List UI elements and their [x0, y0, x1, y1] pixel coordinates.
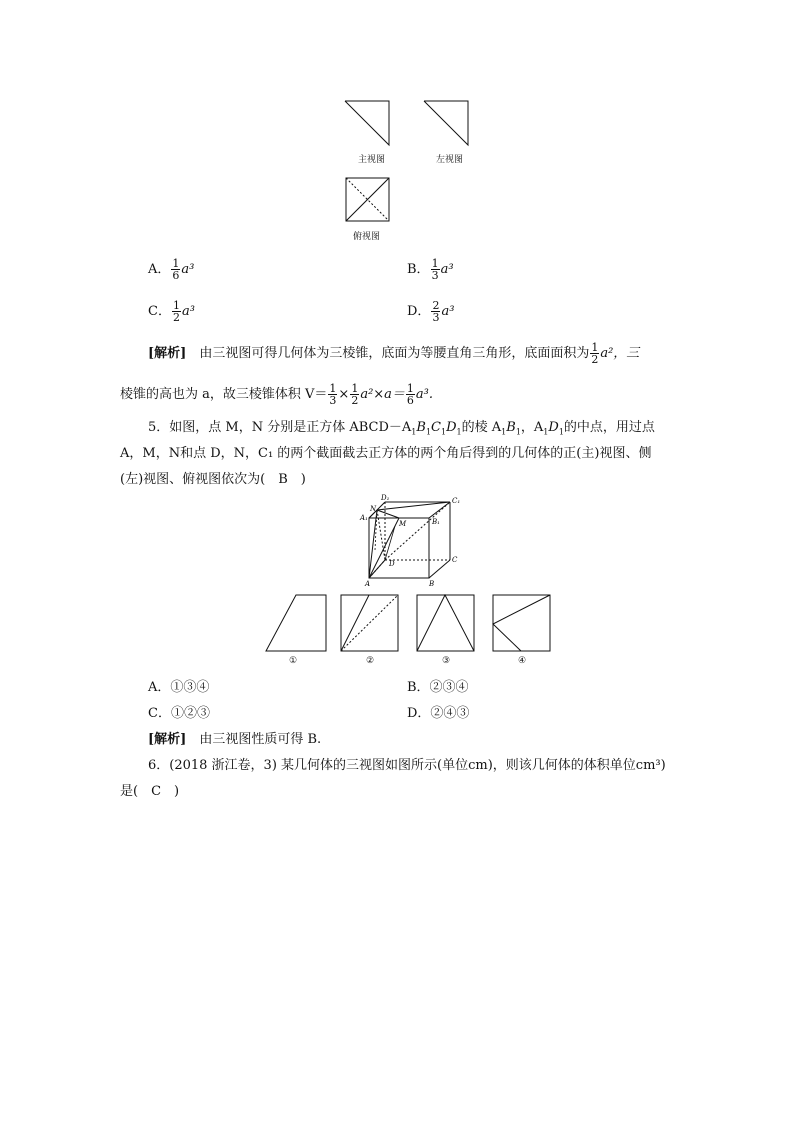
- label-b: B: [429, 580, 435, 587]
- top-view-caption: 俯视图: [353, 232, 381, 242]
- q5-option-c: C．①②③: [148, 706, 210, 721]
- view-option-4: [492, 593, 552, 653]
- q5-option-d: D．②④③: [407, 706, 470, 721]
- q4-analysis-line2: 棱锥的高也为 a，故三棱锥体积 V＝ $\frac{1}{3}$ × $\frac{1}{2}$ a²×a＝ $\frac{1}{6}$ a³.: [120, 382, 434, 407]
- q6-line2: 是( C ): [120, 784, 180, 799]
- view-option-1: [265, 593, 329, 653]
- q4-option-b: B． $\frac{1}{3}$ a³: [407, 257, 454, 282]
- q4-option-c: C． $\frac{1}{2}$ a³: [148, 299, 195, 324]
- q5-line1: 5．如图，点 M，N 分别是正方体 $ABCD-A_1B_1C_1D_1$的棱 $A_1B_1$，$A_1D_1$的中点，用过点: [148, 420, 655, 437]
- label-b1: B₁: [432, 518, 440, 526]
- front-view-caption: 主视图: [358, 155, 386, 165]
- label-a: A: [365, 580, 371, 587]
- q5-option-b: B．②③④: [407, 680, 469, 695]
- analysis-tag: [解析]: [148, 346, 187, 361]
- label-d: D: [389, 560, 395, 568]
- left-view-diagram: [423, 100, 471, 148]
- front-view-diagram: [344, 100, 392, 148]
- q5-option-a: A．①③④: [148, 680, 210, 695]
- left-view-caption: 左视图: [436, 155, 464, 165]
- top-view-diagram: [345, 177, 391, 223]
- fig-label-4: ④: [518, 656, 527, 666]
- cube-diagram: [355, 492, 465, 587]
- analysis-tag: [解析]: [148, 732, 187, 747]
- q4-option-d: D． $\frac{2}{3}$ a³: [407, 299, 455, 324]
- fig-label-2: ②: [366, 656, 375, 666]
- fig-label-3: ③: [442, 656, 451, 666]
- label-c1: C₁: [452, 497, 461, 505]
- label-c: C: [452, 556, 458, 564]
- q5-line2: A，M，N和点 D，N，C₁ 的两个截面截去正方体的两个角后得到的几何体的正(主)视图、侧: [120, 446, 652, 461]
- q5-analysis: [解析] 由三视图性质可得 B.: [148, 732, 322, 747]
- fig-label-1: ①: [289, 656, 298, 666]
- label-n: N: [370, 505, 377, 513]
- q5-line3: (左)视图、俯视图依次为( B ): [120, 472, 306, 487]
- view-option-2: [340, 593, 400, 653]
- label-m: M: [399, 520, 407, 528]
- q6-line1: 6．(2018 浙江卷，3) 某几何体的三视图如图所示(单位cm)，则该几何体的体积单位cm³): [148, 758, 666, 773]
- q4-option-a: A． $\frac{1}{6}$ a³: [148, 257, 195, 282]
- q4-analysis-line1: [解析] 由三视图可得几何体为三棱锥，底面为等腰直角三角形，底面面积为 $\frac{1}{2}$ a²，三: [148, 341, 640, 366]
- view-option-3: [416, 593, 476, 653]
- label-a1: A₁: [360, 514, 368, 522]
- label-d1: D₁: [381, 494, 390, 502]
